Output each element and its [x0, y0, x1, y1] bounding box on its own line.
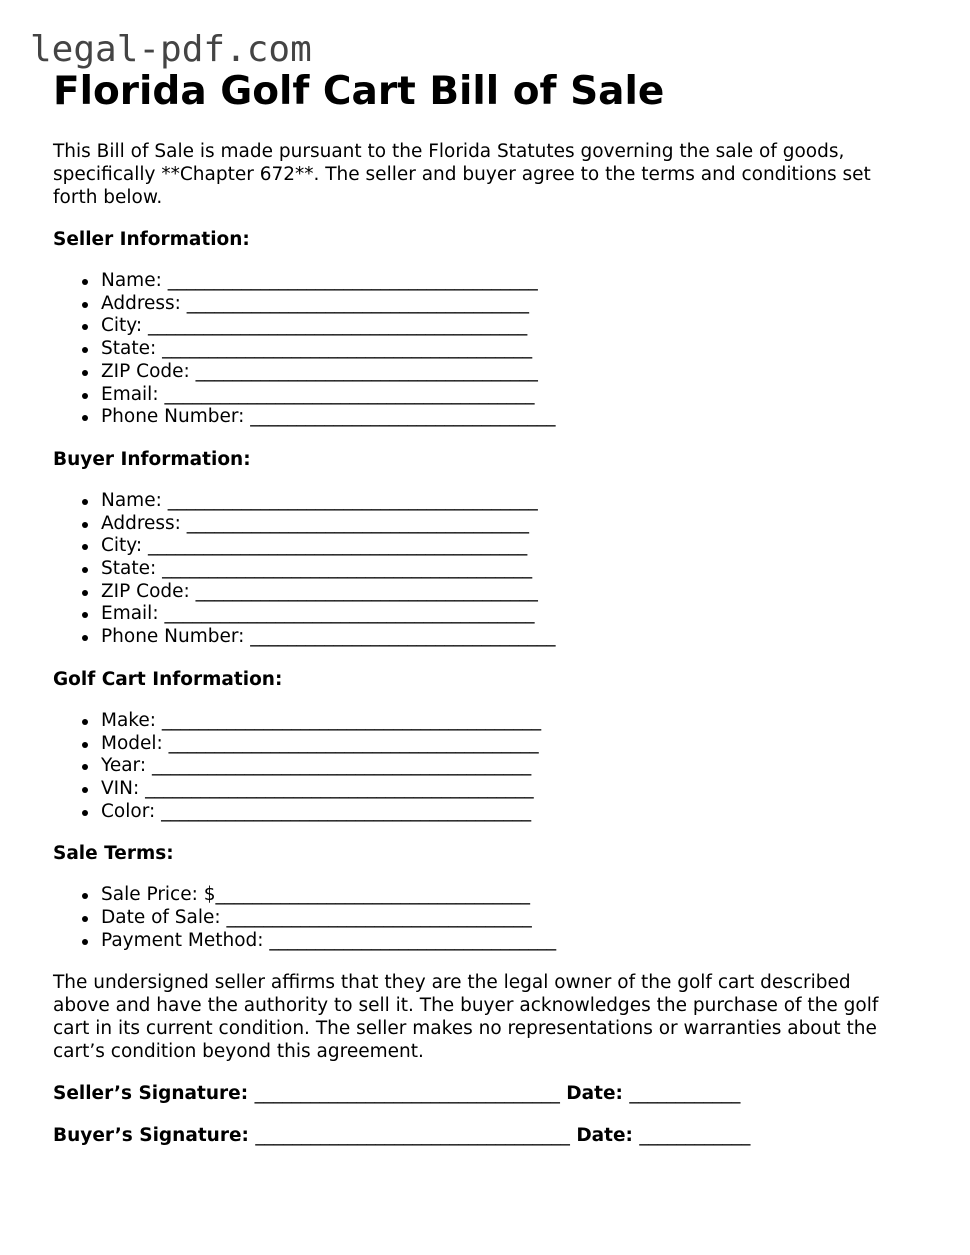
buyer-section-heading: Buyer Information:: [53, 448, 251, 470]
buyer-signature-field[interactable]: __________________________________: [255, 1125, 570, 1147]
buyer-email-field[interactable]: Email: ________________________________________: [101, 603, 913, 626]
buyer-fields-list: [53, 490, 913, 649]
terms-section-heading: Sale Terms:: [53, 843, 174, 865]
seller-zip-field[interactable]: ZIP Code: _____________________________________: [101, 361, 913, 384]
buyer-name-field[interactable]: Name: ________________________________________: [101, 490, 913, 513]
payment-method-field[interactable]: Payment Method: _______________________________: [101, 930, 913, 953]
buyer-date-label: Date:: [576, 1125, 633, 1147]
cart-fields-list: [53, 710, 913, 824]
cart-vin-field[interactable]: VIN: __________________________________________: [101, 778, 913, 801]
buyer-city-field[interactable]: City: _________________________________________: [101, 535, 913, 558]
buyer-signature-line: [53, 1124, 913, 1147]
terms-fields-list: [53, 884, 913, 952]
cart-make-field[interactable]: Make: _________________________________________: [101, 710, 913, 733]
seller-signature-line: [53, 1082, 913, 1105]
cart-model-field[interactable]: Model: ________________________________________: [101, 733, 913, 756]
intro-paragraph: This Bill of Sale is made pursuant to the Florida Statutes governing the sale of goods, specifically **Chapter 672**. The seller and buyer agree to the terms and conditions set forth below.: [53, 141, 871, 208]
sale-price-field[interactable]: Sale Price: $__________________________________: [101, 884, 913, 907]
seller-fields-list: [53, 270, 913, 429]
buyer-date-field[interactable]: ____________: [639, 1125, 751, 1147]
document-page: [53, 66, 913, 1147]
closing-paragraph: The undersigned seller affirms that they are the legal owner of the golf cart described above and have the authority to sell it. The buyer acknowledges the purchase of the golf cart in its current condition. The seller makes no representations or warranties about the cart’s condition beyond this agreement.: [53, 972, 879, 1063]
seller-signature-label: Seller’s Signature:: [53, 1083, 249, 1105]
buyer-zip-field[interactable]: ZIP Code: _____________________________________: [101, 581, 913, 604]
seller-address-field[interactable]: Address: _____________________________________: [101, 293, 913, 316]
seller-phone-field[interactable]: Phone Number: _________________________________: [101, 406, 913, 429]
seller-section-heading: Seller Information:: [53, 229, 250, 250]
seller-name-field[interactable]: Name: ________________________________________: [101, 270, 913, 293]
sale-date-field[interactable]: Date of Sale: _________________________________: [101, 907, 913, 930]
buyer-phone-field[interactable]: Phone Number: _________________________________: [101, 626, 913, 649]
seller-state-field[interactable]: State: ________________________________________: [101, 338, 913, 361]
watermark: legal-pdf.com: [30, 29, 312, 70]
seller-date-field[interactable]: ____________: [629, 1083, 741, 1105]
buyer-address-field[interactable]: Address: _____________________________________: [101, 513, 913, 536]
cart-year-field[interactable]: Year: _________________________________________: [101, 755, 913, 778]
buyer-state-field[interactable]: State: ________________________________________: [101, 558, 913, 581]
seller-date-label: Date:: [566, 1083, 623, 1105]
seller-email-field[interactable]: Email: ________________________________________: [101, 384, 913, 407]
cart-color-field[interactable]: Color: ________________________________________: [101, 801, 913, 824]
seller-city-field[interactable]: City: _________________________________________: [101, 315, 913, 338]
seller-signature-field[interactable]: _________________________________: [254, 1083, 560, 1105]
cart-section-heading: Golf Cart Information:: [53, 668, 283, 690]
document-title: Florida Golf Cart Bill of Sale: [53, 69, 665, 114]
buyer-signature-label: Buyer’s Signature:: [53, 1125, 249, 1147]
